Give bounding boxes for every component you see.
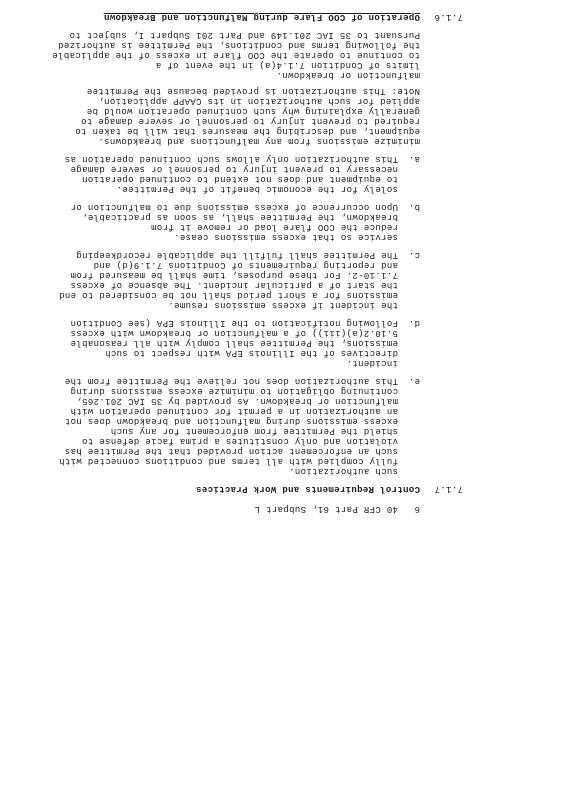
- running-header: 40 CFR Part 61, Subpart L: [254, 504, 398, 514]
- intro-line-5: malfunction or breakdown.: [276, 70, 420, 80]
- intro-line-1: Pursuant to 35 IAC 201.149 and Part 201 Subpart I, subject to: [69, 30, 420, 40]
- item-d-line-4: directives of the Illinois EPA with respect to such: [104, 348, 398, 358]
- item-e-line-6: shield the Permittee from enforcement for any such: [110, 426, 398, 436]
- item-d-line-5: incident.: [346, 358, 398, 368]
- item-d-line-2: 5.10.2(a)(iii)) of a malfunction or breakdown with excess: [70, 328, 398, 338]
- intro-line-2: the following terms and conditions, the Permittee is authorized: [57, 40, 420, 50]
- section-7-1-6-title: Operation of COO Flare during Malfunction and Breakdown: [103, 12, 420, 22]
- item-e-line-3: malfunction or breakdown. As provided by 35 IAC 201.265,: [75, 396, 398, 406]
- item-c-line-4: the start of a particular incident. The absence of excess: [70, 280, 398, 290]
- item-e-line-5: excess emissions during malfunction and breakdown does not: [64, 416, 398, 426]
- item-e-line-9: fully complied with all terms and conditions connected with: [58, 456, 398, 466]
- item-c-label: c.: [408, 250, 420, 260]
- item-b-line-1: Upon occurrence of excess emissions due to malfunction or: [70, 202, 398, 212]
- item-d-line-3: emissions, the Permittee shall comply with all reasonable: [70, 338, 398, 348]
- item-a-line-2: necessary to prevent injury to personnel or severe damage: [70, 164, 398, 174]
- item-a-label: a.: [408, 154, 420, 164]
- item-e-line-4: an authorization in a permit for continued operation with: [70, 406, 398, 416]
- item-c-line-6: the incident if excess emissions resume.: [167, 300, 398, 310]
- item-a-line-4: solely for the economic benefit of the Permittee.: [116, 184, 398, 194]
- item-c-line-3: 7.1.10-2. For these purposes, time shall be measured from: [70, 270, 398, 280]
- section-7-1-6-number: 7.1.6: [434, 12, 463, 22]
- page-number: 6: [414, 504, 420, 514]
- note-line-5: equipment, and describing the measures that will be taken to: [74, 126, 420, 136]
- intro-line-4: limits of Condition 7.1.4(a) in the event of a: [155, 60, 420, 70]
- item-e-line-10: such authorization.: [288, 466, 398, 476]
- item-b-line-4: service so that excess emissions cease.: [173, 232, 398, 242]
- item-b-label: b.: [408, 202, 420, 212]
- item-d-label: d.: [408, 318, 420, 328]
- note-line-3: generally explaining why such continued operation would be: [86, 106, 420, 116]
- note-line-4: required to prevent injury to personnel or severe damage to: [80, 116, 420, 126]
- item-d-line-1: Following notification to the Illinois EPA (see Condition: [70, 318, 398, 328]
- item-b-line-3: reduce the COO flare load or remove it from: [150, 222, 398, 232]
- note-line-2: applied for such authorization in its CAAPP application,: [97, 96, 420, 106]
- item-c-line-1: The Permittee shall fulfill the applicable recordkeeping: [75, 250, 398, 260]
- item-e-label: e.: [408, 376, 420, 386]
- item-a-line-3: to equipment and does not extend to continued operation: [81, 174, 398, 184]
- intro-line-3: to continue to operate the COO flare in excess of the applicable: [51, 50, 420, 60]
- item-a-line-1: This authorization only allows such continued operation as: [64, 154, 398, 164]
- note-line-1: Note: This authorization is provided because the Permittee: [86, 86, 420, 96]
- section-7-1-7-number: 7.1.7: [434, 484, 463, 494]
- item-c-line-2: and reporting requirements of Conditions 7.1.9(d) and: [93, 260, 398, 270]
- item-e-line-1: This authorization does not relieve the Permittee from the: [64, 376, 398, 386]
- note-line-6: minimize emissions from any malfunctions and breakdowns.: [97, 136, 420, 146]
- item-b-line-2: breakdown, the Permittee shall, as soon as practicable,: [81, 212, 398, 222]
- item-e-line-7: violation and only constitutes a prima facie defense to: [81, 436, 398, 446]
- section-7-1-7-title: Control Requirements and Work Practices: [195, 484, 420, 494]
- item-c-line-5: emissions for a short period shall not be considered to end: [58, 290, 398, 300]
- item-e-line-2: continuing obligation to minimize excess emissions during: [70, 386, 398, 396]
- item-e-line-8: such an enforcement action provided that the Permittee has: [64, 446, 398, 456]
